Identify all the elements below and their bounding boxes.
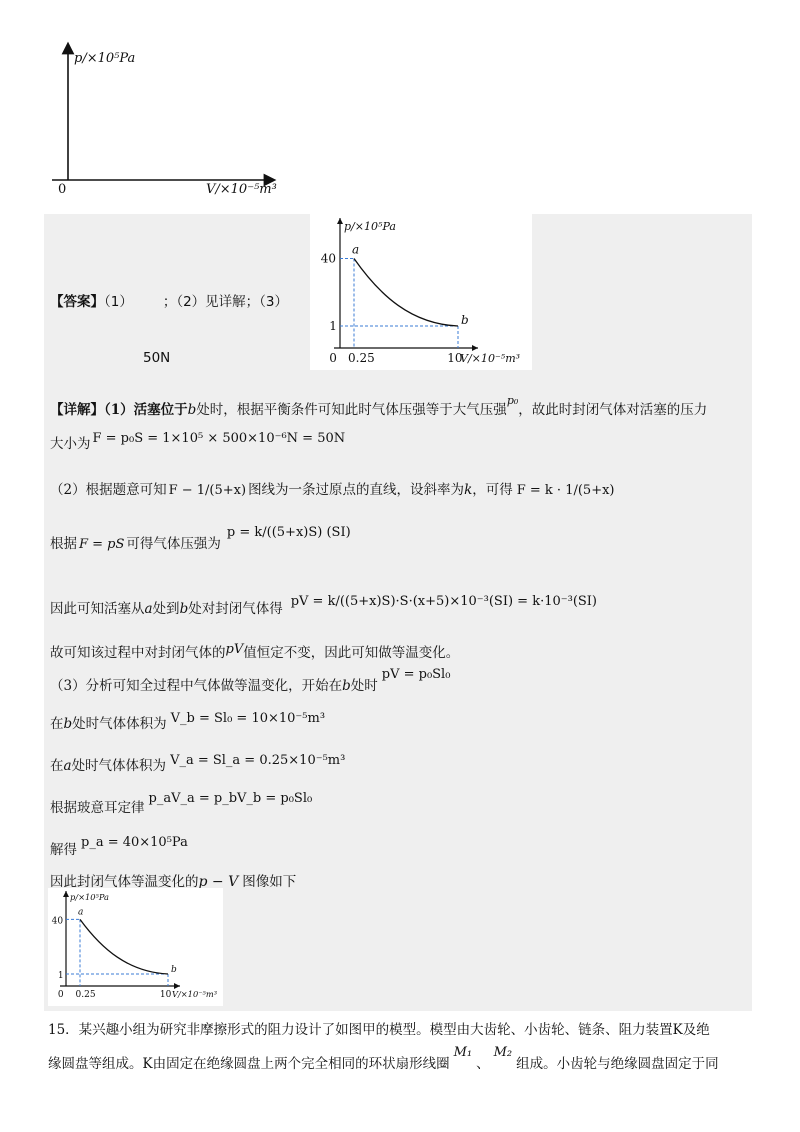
detail-line-8: 在b处时气体体积为 V_b = Sl₀ = 10×10⁻⁵m³ — [50, 711, 326, 732]
y-tick-40: 40 — [320, 251, 337, 266]
point-b-label: b — [461, 313, 469, 327]
answer-sep: ；（2）见详解；（3） — [162, 294, 289, 310]
point-a-label: a — [78, 907, 84, 918]
answer-part1: （1） — [104, 294, 133, 310]
point-b-label: b — [171, 965, 177, 975]
y-tick-1: 1 — [329, 319, 337, 333]
blank-pv-axes — [40, 40, 300, 200]
origin-label: 0 — [57, 990, 64, 1000]
y-axis-label: p/×10⁵Pa — [74, 51, 136, 66]
p0-symbol: p₀ — [506, 394, 519, 407]
eq-pV-initial: pV = p₀Sl₀ — [381, 667, 451, 682]
y-axis-label: p/×10⁵Pa — [70, 892, 109, 902]
origin-label: 0 — [329, 351, 337, 365]
eq-Va: V_a = Sl_a = 0.25×10⁻⁵m³ — [170, 753, 346, 768]
detail-line-6: 故可知该过程中对封闭气体的pV值恒定不变，因此可知做等温变化。 — [50, 642, 460, 661]
answer-line — [50, 290, 288, 310]
detail-line-11: 解得 p_a = 40×10⁵Pa — [50, 835, 188, 858]
point-a-label: a — [352, 242, 360, 257]
y-axis-label: p/×10⁵Pa — [344, 220, 396, 233]
detail-line-5: 因此可知活塞从a处到b处对封闭气体得 pV = k/((5+x)S)·S·(x+5)×10⁻³(SI) = k·10⁻³(SI) — [50, 594, 597, 617]
eq-F-k: F = k · 1/(5+x) — [516, 483, 615, 498]
pv-chart-answer — [310, 214, 532, 370]
x-axis-arrow — [472, 345, 478, 351]
y-axis-arrow — [337, 218, 343, 224]
detail-line-10: 根据玻意耳定律p_aV_a = p_bV_b = p₀Sl₀ — [50, 791, 313, 816]
detail-line-2: 大小为 F = p₀S = 1×10⁵ × 500×10⁻⁶N = 50N — [50, 431, 346, 452]
x-axis-label: V/×10⁻⁵m³ — [172, 989, 218, 999]
x-tick-0-25: 0.25 — [75, 990, 96, 1000]
eq-pressure: p = k/((5+x)S) (SI) — [226, 525, 351, 540]
eq-pV-const: pV = k/((5+x)S)·S·(x+5)×10⁻³(SI) = k·10⁻³(SI) — [290, 594, 597, 609]
y-tick-1: 1 — [57, 971, 64, 981]
eq-F-vs-x: F − 1/(5+x) — [168, 483, 247, 498]
isotherm-curve — [354, 258, 458, 326]
eq-force: F = p₀S = 1×10⁵ × 500×10⁻⁶N = 50N — [92, 431, 346, 446]
detail-line-1: 【详解】（1）活塞位于b处时，根据平衡条件可知此时气体压强等于大气压强$^{p_0}$，故此时封闭气体对活塞的压力 — [50, 394, 708, 418]
isotherm-curve — [80, 919, 168, 974]
detail-line-9: 在a处时气体体积为 V_a = Sl_a = 0.25×10⁻⁵m³ — [50, 753, 346, 774]
answer-force: 50N — [143, 350, 171, 366]
answer-label: 【答案】 — [50, 294, 104, 310]
q15-line-2: 缘圆盘等组成。K由固定在绝缘圆盘上两个完全相同的环状扇形线圈M₁、M₂组成。小齿轮与绝缘圆盘固定于同 — [48, 1045, 719, 1072]
x-tick-10: 10 — [159, 990, 172, 1000]
pv-chart-solution — [48, 888, 223, 1006]
y-axis-arrow — [63, 891, 69, 897]
x-tick-10: 10 — [447, 351, 463, 365]
eq-Vb: V_b = Sl₀ = 10×10⁻⁵m³ — [170, 711, 326, 726]
M1-symbol: M₁ — [453, 1045, 473, 1060]
eq-F-pS: F = pS — [79, 537, 125, 552]
x-tick-0-25: 0.25 — [348, 351, 375, 365]
x-axis-label: V/×10⁻⁵m³ — [460, 352, 521, 365]
origin-label: 0 — [58, 182, 67, 197]
detail-line-3: （2）根据题意可知 F − 1/(5+x) 图线为一条过原点的直线，设斜率为k，可得 F = k · 1/(5+x) — [50, 482, 615, 498]
y-tick-40: 40 — [51, 916, 64, 927]
detail-line-4: 根据 F = pS 可得气体压强为p = k/((5+x)S) (SI) — [50, 525, 351, 552]
q15-line-1: 15．某兴趣小组为研究非摩擦形式的阻力设计了如图甲的模型。模型由大齿轮、小齿轮、链条、阻力装置K及绝 — [48, 1022, 710, 1038]
detail-line-7: （3）分析可知全过程中气体做等温变化，开始在b处时pV = p₀Sl₀ — [50, 667, 451, 694]
M2-symbol: M₂ — [493, 1045, 513, 1060]
x-axis-label: V/×10⁻⁵m³ — [206, 182, 277, 197]
detail-line-12: 因此封闭气体等温变化的p − V 图像如下 — [50, 874, 297, 890]
eq-boyle: p_aV_a = p_bV_b = p₀Sl₀ — [148, 791, 313, 806]
eq-pa: p_a = 40×10⁵Pa — [81, 835, 188, 850]
